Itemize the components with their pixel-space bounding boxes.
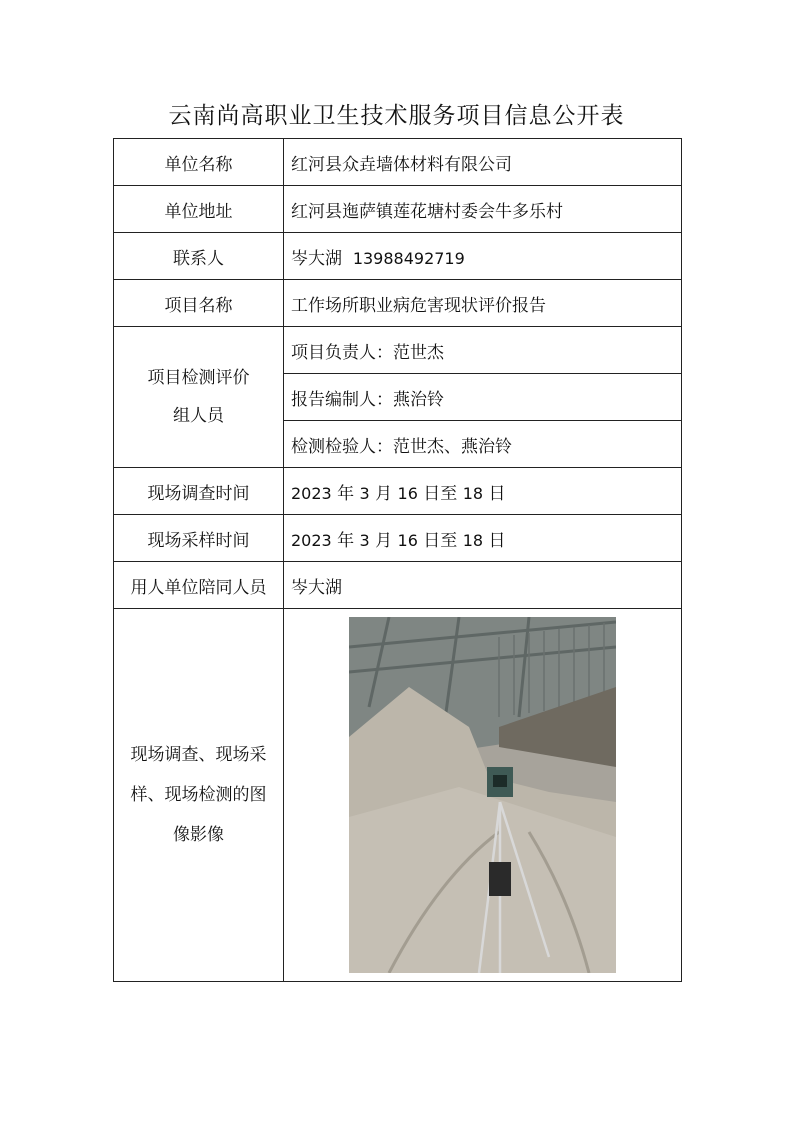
team-label [114,327,284,468]
site-photo-illustration [349,617,616,973]
row-sampling-time [114,515,682,562]
row-unit-name [114,139,682,186]
accompany-label: 用人单位陪同人员 [114,562,284,609]
sampling-year-unit: 年 [337,530,355,551]
unit-address-label: 单位地址 [114,186,284,233]
team-member [284,327,682,374]
row-photo [114,609,682,982]
row-contact [114,233,682,280]
team-member-names: 范世杰 [393,342,444,363]
survey-day-start: 16 [397,483,418,503]
row-accompany [114,562,682,609]
info-table [113,138,682,982]
team-label-line1: 项目检测评价 [147,368,250,388]
sampling-day-unit: 日至 [423,530,458,551]
sampling-end-unit: 日 [488,530,506,551]
project-name-label: 项目名称 [114,280,284,327]
sampling-time-label: 现场采样时间 [114,515,284,562]
photo-label-line1: 现场调查、现场采 [130,745,267,765]
team-member-role: 检测检验人： [291,436,393,457]
survey-year: 2023 [291,483,332,503]
team-label-line2: 组人员 [173,406,224,426]
sampling-day-end: 18 [462,530,484,550]
unit-name-value: 红河县众垚墙体材料有限公司 [284,139,682,186]
sampling-day-start: 16 [397,530,418,550]
photo-cell [284,609,682,982]
photo-label [114,609,284,982]
project-name-value: 工作场所职业病危害现状评价报告 [284,280,682,327]
contact-person: 岑大湖 [291,248,342,269]
photo-label-line3: 像影像 [173,825,224,845]
contact-label: 联系人 [114,233,284,280]
site-photo [349,617,616,973]
row-unit-address [114,186,682,233]
survey-time-value [284,468,682,515]
survey-year-unit: 年 [337,483,355,504]
survey-month: 3 [359,483,370,503]
sampling-month-unit: 月 [375,530,393,551]
page-title: 云南尚高职业卫生技术服务项目信息公开表 [168,103,625,129]
survey-time-label: 现场调查时间 [114,468,284,515]
sampling-year: 2023 [291,530,332,550]
team-member [284,421,682,468]
contact-phone: 13988492719 [352,248,465,268]
unit-address-value: 红河县迤萨镇莲花塘村委会牛多乐村 [284,186,682,233]
survey-day-end: 18 [462,483,484,503]
team-member-role: 项目负责人： [291,342,393,363]
accompany-value: 岑大湖 [284,562,682,609]
unit-name-label: 单位名称 [114,139,284,186]
team-member [284,374,682,421]
contact-value [284,233,682,280]
row-team-leader [114,327,682,374]
team-member-role: 报告编制人： [291,389,393,410]
survey-day-unit: 日至 [423,483,458,504]
team-member-names: 范世杰、燕治铃 [393,436,512,457]
photo-label-line2: 样、现场检测的图 [130,785,267,805]
survey-end-unit: 日 [488,483,506,504]
sampling-time-value [284,515,682,562]
team-member-names: 燕治铃 [393,389,444,410]
sampling-month: 3 [359,530,370,550]
survey-month-unit: 月 [375,483,393,504]
row-project-name [114,280,682,327]
row-survey-time [114,468,682,515]
